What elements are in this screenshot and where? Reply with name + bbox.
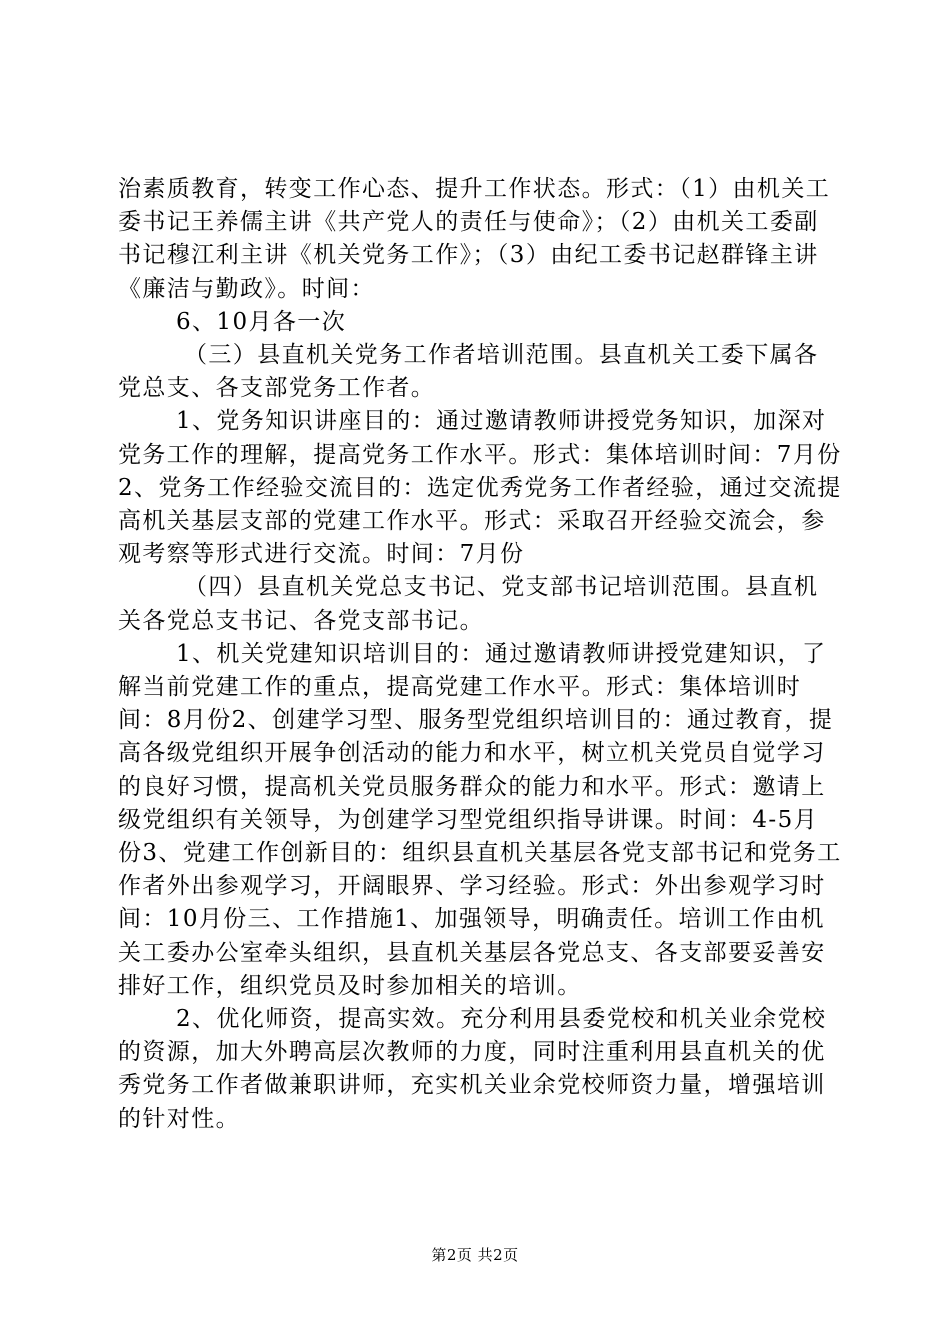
paragraph-measure-2: 2、优化师资，提高实效。充分利用县委党校和机关业余党校的资源，加大外聘高层次教师的力度，同时注重利用县直机关的优秀党务工作者做兼职讲师，充实机关业余党校师资力量，增强培训的针对性。 bbox=[118, 1006, 827, 1132]
paragraph-section-3-items: 1、党务知识讲座目的：通过邀请教师讲授党务知识，加深对党务工作的理解，提高党务工作水平。形式：集体培训时间：7月份2、党务工作经验交流目的：选定优秀党务工作者经验，通过交流提高机关基层支部的党建工作水平。形式：采取召开经验交流会，参观考察等形式进行交流。时间：7月份 bbox=[118, 408, 842, 568]
paragraph-section-4: （四）县直机关党总支书记、党支部书记培训范围。县直机关各党总支书记、各党支部书记。 bbox=[118, 574, 819, 634]
paragraph-section-4-items: 1、机关党建知识培训目的：通过邀请教师讲授党建知识，了解当前党建工作的重点，提高党建工作水平。形式：集体培训时间：8月份2、创建学习型、服务型党组织培训目的：通过教育，提高各级党组织开展争创活动的能力和水平，树立机关党员自觉学习的良好习惯，提高机关党员服务群众的能力和水平。形式：邀请上级党组织有关领导，为创建学习型党组织指导讲课。时间：4-5月份3、党建工作创新目的：组织县直机关基层各党支部书记和党务工作者外出参观学习，开阔眼界、学习经验。形式：外出参观学习时间：10月份三、工作措施1、加强领导，明确责任。培训工作由机关工委办公室牵头组织，县直机关基层各党总支、各支部要妥善安排好工作，组织党员及时参加相关的培训。 bbox=[118, 640, 842, 999]
page-footer: 第2页 共2页 bbox=[431, 1246, 519, 1264]
paragraph-time-note: 6、10月各一次 bbox=[176, 308, 347, 335]
paragraph-continuation: 治素质教育，转变工作心态、提升工作状态。形式：（1）由机关工委书记王养儒主讲《共产党人的责任与使命》；（2）由机关工委副书记穆江利主讲《机关党务工作》；（3）由纪工委书记赵群锋主讲《廉洁与勤政》。时间： bbox=[118, 176, 831, 302]
document-body bbox=[118, 173, 842, 1136]
paragraph-section-3: （三）县直机关党务工作者培训范围。县直机关工委下属各党总支、各支部党务工作者。 bbox=[118, 342, 819, 402]
